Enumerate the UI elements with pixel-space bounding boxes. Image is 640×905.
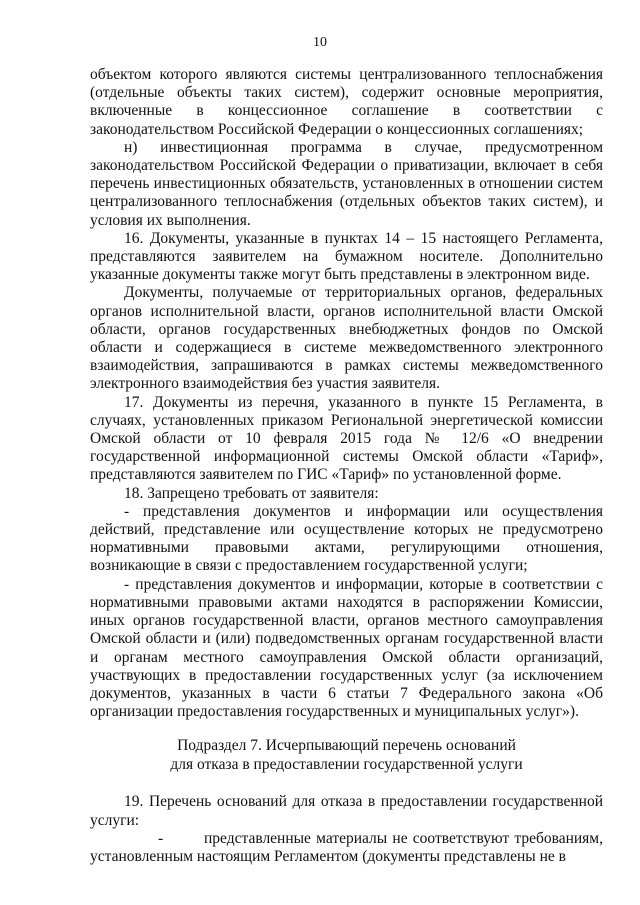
paragraph: Документы, получаемые от территориальных органов, федеральных органов исполнительной власти, органов исполнительной власти Омской области, органов государственных внебюджетных фондов по Омской области и содержащиеся в системе межведомственного электронного взаимодействия, запрашиваются в рамках системы межведомственного электронного взаимодействия без участия заявителя.: [90, 284, 603, 393]
paragraph: - представления документов и информации, которые в соответствии с нормативными правовыми актами находятся в распоряжении Комиссии, иных органов государственной власти, органов местного самоуправления Омской области и (или) подведомственных органам государственной власти и органам местного самоуправления Омской области организаций, участвующих в предоставлении государственных услуг (за исключением документов, указанных в части 6 статьи 7 Федерального закона «Об организации предоставления государственных и муниципальных услуг»).: [90, 575, 603, 721]
paragraph: н) инвестиционная программа в случае, предусмотренном законодательством Российской Федерации о приватизации, включает в себя перечень инвестиционных обязательств, установленных в отношении систем централизованного теплоснабжения (отдельных объектов таких систем), и условия их выполнения.: [90, 138, 603, 229]
paragraph: 17. Документы из перечня, указанного в пункте 15 Регламента, в случаях, установленных приказом Региональной энергетической комиссии Омской области от 10 февраля 2015 года № 12/6 «О внедрении государственной информационной системы Омской области «Тариф», представляются заявителем по ГИС «Тариф» по установленной форме.: [90, 393, 603, 484]
subsection-heading-line: для отказа в предоставлении государственной услуги: [170, 756, 523, 774]
list-item: [90, 830, 603, 866]
paragraph: 16. Документы, указанные в пунктах 14 – 15 настоящего Регламента, представляются заявителем на бумажном носителе. Дополнительно указанные документы также могут быть представлены в электронном виде.: [90, 229, 603, 284]
page-number: 10: [313, 35, 327, 50]
paragraph: объектом которого являются системы централизованного теплоснабжения (отдельные объекты таких систем), содержит основные мероприятия, включенные в концессионное соглашение в соответствии с законодательством Российской Федерации о концессионных соглашениях;: [90, 66, 603, 138]
paragraph: - представления документов и информации или осуществления действий, представление или осуществление которых не предусмотрено нормативными правовыми актами, регулирующими отношения, возникающие в связи с предоставлением государственной услуги;: [90, 502, 603, 575]
paragraph: 19. Перечень оснований для отказа в предоставлении государственной услуги:: [90, 793, 603, 829]
list-item-text: представленные материалы не соответствуют требованиям, установленным настоящим Регламентом (документы представлены не в: [90, 829, 603, 865]
subsection-heading: [90, 736, 603, 774]
subsection-heading-line: Подраздел 7. Исчерпывающий перечень оснований: [177, 737, 516, 755]
paragraph: 18. Запрещено требовать от заявителя:: [124, 484, 379, 502]
list-marker: -: [158, 829, 164, 847]
document-body: [90, 66, 603, 866]
